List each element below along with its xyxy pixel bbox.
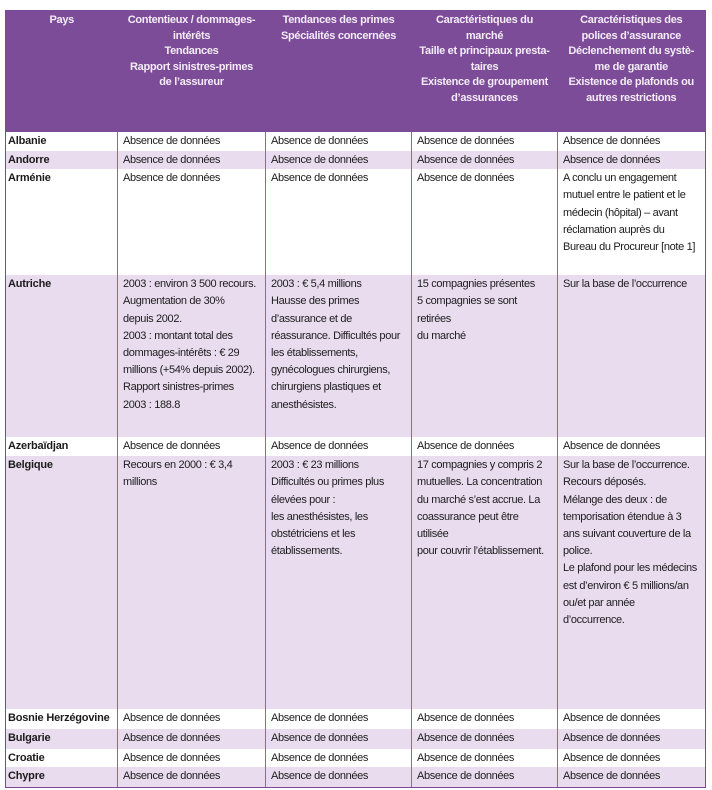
cell-line: Sur la base de l’occurrence — [563, 278, 687, 291]
country-cell: Autriche — [6, 275, 118, 437]
country-cell: Croatie — [6, 749, 118, 767]
cell-tendances-primes — [266, 151, 412, 169]
cell-polices — [558, 709, 706, 729]
country-cell: Azerbaïdjan — [6, 437, 118, 456]
cell-line: Absence de données — [563, 135, 661, 147]
cell-line: Absence de données — [563, 770, 661, 783]
header-caracteristiques-polices — [558, 11, 706, 133]
cell-line: est d’environ € 5 millions/an — [563, 579, 689, 592]
cell-line: Absence de données — [123, 770, 221, 783]
cell-line: Absence de données — [563, 712, 661, 725]
cell-line: Absence de données — [563, 732, 661, 745]
cell-contentieux — [118, 749, 266, 767]
cell-line: Absence de données — [271, 440, 369, 453]
cell-line: Le plafond pour les médecins — [563, 562, 697, 575]
cell-line: Absence de données — [271, 752, 369, 765]
header-line: me de garantie — [594, 60, 668, 73]
cell-line: Sur la base de l’occurrence. — [563, 459, 690, 472]
header-line: intérêts — [172, 29, 211, 42]
cell-line: du marché s’est accrue. La — [417, 493, 540, 506]
header-line: Rapport sinistres-primes — [129, 60, 253, 73]
cell-tendances-primes — [266, 437, 412, 456]
table-row — [6, 132, 706, 151]
header-pays — [6, 11, 118, 133]
cell-line: 2003 : environ 3 500 recours. — [123, 278, 256, 291]
cell-line: Absence de données — [271, 172, 369, 185]
cell-line: Rapport sinistres-primes — [123, 381, 234, 394]
country-cell: Belgique — [6, 456, 118, 709]
cell-marche — [412, 749, 558, 767]
cell-line: Augmentation de 30% — [123, 295, 225, 308]
cell-contentieux — [118, 275, 266, 437]
cell-line: Absence de données — [271, 135, 369, 147]
cell-line: du marché — [417, 329, 466, 342]
cell-line: Mélange des deux : de — [563, 493, 667, 506]
cell-line: pour couvrir l’établissement. — [417, 545, 544, 558]
cell-tendances-primes — [266, 169, 412, 275]
country-cell: Andorre — [6, 151, 118, 169]
cell-tendances-primes — [266, 132, 412, 151]
table-row — [6, 151, 706, 169]
header-tendances-primes — [266, 11, 412, 133]
cell-line: Absence de données — [563, 752, 661, 765]
cell-line: Absence de données — [271, 732, 369, 745]
cell-line: 5 compagnies se sont retirées — [417, 295, 518, 325]
table-row — [6, 767, 706, 787]
cell-line: Absence de données — [417, 712, 515, 725]
header-line: Déclenchement du systè- — [568, 45, 695, 57]
cell-line: 2003 : € 5,4 millions — [271, 278, 362, 291]
cell-line: les établissements, — [271, 347, 358, 360]
cell-polices — [558, 749, 706, 767]
cell-marche — [412, 437, 558, 456]
cell-line: Absence de données — [123, 440, 221, 453]
header-line: Pays — [49, 14, 74, 26]
cell-polices — [558, 275, 706, 437]
header-line: d’assurances — [451, 91, 518, 104]
cell-tendances-primes — [266, 456, 412, 709]
country-cell: Bulgarie — [6, 729, 118, 749]
cell-polices — [558, 132, 706, 151]
cell-line: Absence de données — [271, 770, 369, 783]
cell-line: Absence de données — [563, 154, 661, 166]
cell-line: mutuel entre le patient et le — [563, 189, 686, 202]
cell-marche — [412, 169, 558, 275]
cell-line: Absence de données — [123, 732, 221, 745]
cell-line: Absence de données — [417, 135, 515, 147]
header-line: Contentieux / dommages- — [127, 14, 256, 26]
cell-line: anesthésistes. — [271, 398, 337, 411]
table-row — [6, 456, 706, 709]
cell-marche — [412, 767, 558, 787]
cell-line: Absence de données — [271, 712, 369, 725]
header-caracteristiques-marche — [412, 11, 558, 133]
cell-line: Absence de données — [417, 154, 515, 166]
cell-line: Absence de données — [563, 440, 661, 453]
cell-contentieux — [118, 709, 266, 729]
table-row — [6, 749, 706, 767]
header-line: Existence de plafonds ou — [568, 76, 694, 88]
cell-marche — [412, 456, 558, 709]
cell-contentieux — [118, 151, 266, 169]
cell-tendances-primes — [266, 729, 412, 749]
cell-line: dommages-intérêts : € 29 — [123, 347, 240, 360]
cell-line: Absence de données — [417, 732, 515, 745]
country-cell: Albanie — [6, 132, 118, 151]
insurance-comparison-table — [5, 10, 706, 788]
cell-line: police. — [563, 545, 593, 558]
header-row — [6, 11, 706, 133]
cell-contentieux — [118, 729, 266, 749]
header-line: taires — [470, 60, 499, 73]
cell-line: les anesthésistes, les — [271, 510, 368, 523]
header-line: Caractéristiques du — [435, 14, 533, 26]
cell-line: d’assurance et de — [271, 312, 352, 325]
table-row — [6, 169, 706, 275]
header-line: marché — [465, 29, 504, 42]
cell-polices — [558, 729, 706, 749]
cell-line: gynécologues chirurgiens, — [271, 364, 391, 377]
cell-line: obstétriciens et les — [271, 528, 356, 541]
cell-line: 2003 : € 23 millions — [271, 459, 359, 472]
country-cell: Chypre — [6, 767, 118, 787]
cell-line: temporisation étendue à 3 — [563, 510, 682, 523]
cell-line: réassurance. Difficultés pour — [271, 329, 401, 342]
cell-line: Bureau du Procureur [note 1] — [563, 241, 696, 254]
cell-line: 15 compagnies présentes — [417, 278, 535, 291]
header-contentieux — [118, 11, 266, 133]
cell-line: coassurance peut être utilisée — [417, 510, 519, 541]
table-body — [6, 132, 706, 787]
cell-contentieux — [118, 437, 266, 456]
cell-tendances-primes — [266, 275, 412, 437]
cell-line: Absence de données — [417, 770, 515, 783]
header-line: autres restrictions — [586, 91, 677, 104]
country-cell: Arménie — [6, 169, 118, 275]
cell-line: élevées pour : — [271, 493, 336, 506]
header-line: Tendances des primes — [282, 14, 395, 26]
cell-line: mutuelles. La concentration — [417, 476, 543, 489]
table-row — [6, 275, 706, 437]
cell-contentieux — [118, 132, 266, 151]
cell-tendances-primes — [266, 749, 412, 767]
cell-line: 2003 : montant total des — [123, 329, 233, 342]
cell-line: ans suivant couverture de la — [563, 528, 691, 541]
cell-marche — [412, 275, 558, 437]
header-line: Existence de groupement — [421, 76, 548, 88]
table-header — [6, 11, 706, 133]
cell-line: Recours déposés. — [563, 476, 647, 489]
cell-line: millions — [123, 476, 157, 489]
cell-line: Hausse des primes — [271, 295, 360, 308]
cell-marche — [412, 132, 558, 151]
cell-polices — [558, 456, 706, 709]
cell-line: Absence de données — [417, 440, 515, 453]
cell-contentieux — [118, 767, 266, 787]
header-line: polices d’assurance — [581, 29, 681, 42]
cell-line: Absence de données — [271, 154, 369, 166]
header-line: Taille et principaux presta- — [419, 45, 550, 57]
cell-line: réclamation auprès du — [563, 223, 665, 236]
cell-line: ou/et par année — [563, 596, 635, 609]
cell-polices — [558, 151, 706, 169]
table-row — [6, 437, 706, 456]
cell-line: depuis 2002. — [123, 312, 182, 325]
cell-line: A conclu un engagement — [563, 172, 677, 185]
header-line: Spécialités concernées — [280, 29, 397, 42]
cell-line: établissements. — [271, 545, 343, 558]
cell-line: Absence de données — [417, 752, 515, 765]
cell-contentieux — [118, 456, 266, 709]
cell-line: Absence de données — [123, 712, 221, 725]
cell-line: Absence de données — [123, 135, 221, 147]
header-line: de l’assureur — [159, 76, 224, 88]
cell-line: d’occurrence. — [563, 614, 625, 627]
cell-polices — [558, 767, 706, 787]
table-row — [6, 729, 706, 749]
cell-line: Absence de données — [123, 752, 221, 765]
header-line: Caractéristiques des — [580, 14, 683, 26]
cell-line: Absence de données — [123, 172, 221, 185]
cell-marche — [412, 729, 558, 749]
cell-line: millions (+54% depuis 2002). — [123, 364, 255, 377]
cell-line: Absence de données — [417, 172, 515, 185]
cell-line: Recours en 2000 : € 3,4 — [123, 459, 233, 472]
header-line: Tendances — [164, 45, 219, 57]
cell-marche — [412, 709, 558, 729]
cell-polices — [558, 169, 706, 275]
cell-line: 17 compagnies y compris 2 — [417, 459, 543, 472]
cell-line: Difficultés ou primes plus — [271, 476, 384, 489]
cell-marche — [412, 151, 558, 169]
cell-line: médecin (hôpital) – avant — [563, 206, 678, 219]
cell-tendances-primes — [266, 767, 412, 787]
cell-tendances-primes — [266, 709, 412, 729]
cell-contentieux — [118, 169, 266, 275]
table-row — [6, 709, 706, 729]
country-cell: Bosnie Herzégovine — [6, 709, 118, 729]
cell-line: chirurgiens plastiques et — [271, 381, 381, 394]
cell-line: 2003 : 188.8 — [123, 398, 180, 411]
cell-polices — [558, 437, 706, 456]
cell-line: Absence de données — [123, 154, 221, 166]
